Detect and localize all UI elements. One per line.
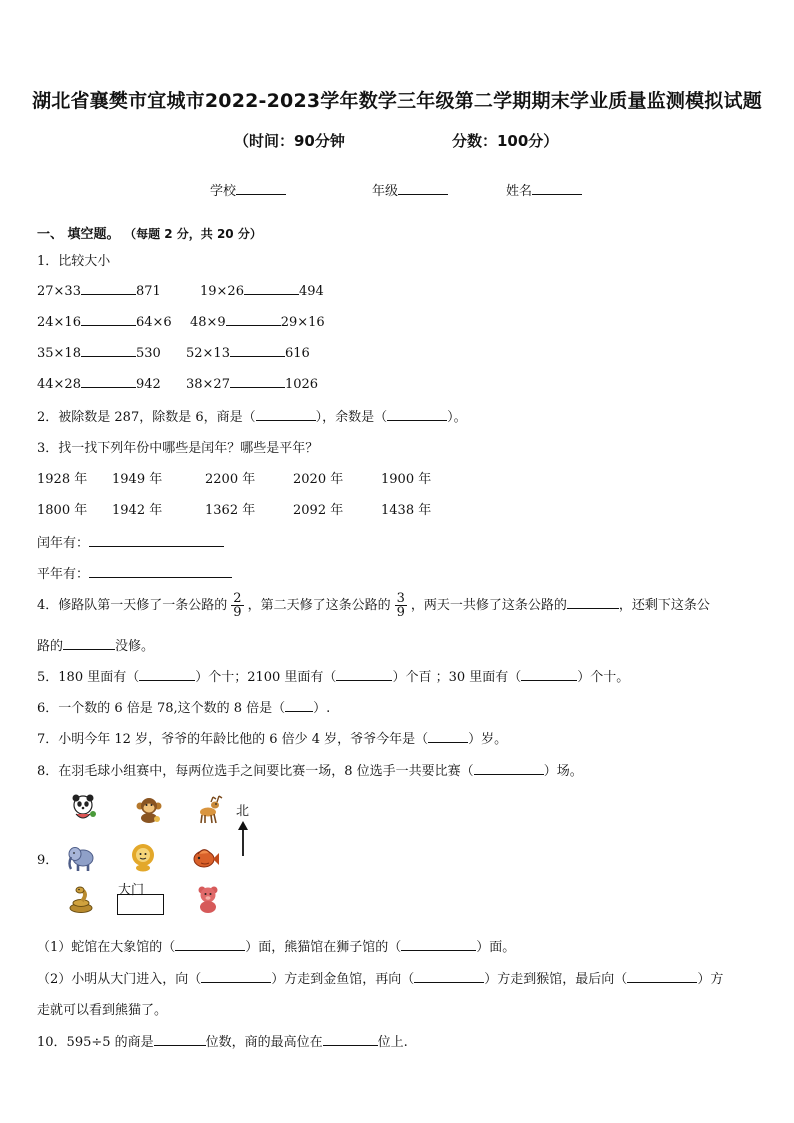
q8-text: ）场。 (543, 764, 583, 779)
bear-icon (193, 884, 223, 914)
q1-row-1b (200, 282, 324, 299)
q1-expr: 494 (298, 284, 324, 299)
numerator: 3 (396, 591, 405, 606)
answer-blank[interactable] (154, 1033, 206, 1046)
q10-text: 位数，商的最高位在 (205, 1035, 323, 1050)
answer-blank[interactable] (401, 938, 476, 951)
school-label: 学校 (210, 184, 237, 199)
q9-text: ）面。 (476, 940, 516, 955)
leap-years-line (37, 532, 224, 551)
year: 1438 年 (381, 503, 432, 518)
q1-expr: 35×18 (37, 346, 81, 361)
q10-text: 10．595÷5 的商是 (37, 1035, 154, 1050)
q1-row-2b (190, 313, 325, 330)
q2-text: 2．被除数是 287，除数是 6，商是（ (37, 410, 256, 425)
answer-blank[interactable] (81, 375, 136, 388)
answer-blank[interactable] (89, 565, 232, 578)
year: 1949 年 (112, 472, 163, 487)
q1-expr: 27×33 (37, 284, 81, 299)
q2-text: ），余数是（ (315, 410, 388, 425)
fraction (395, 592, 407, 619)
q1-row-2 (37, 313, 172, 330)
q5 (37, 666, 629, 685)
common-label: 平年有： (37, 567, 90, 582)
q9-text: ）方走到猴馆，最后向（ (484, 972, 628, 987)
name-label: 姓名 (506, 184, 533, 199)
answer-blank[interactable] (323, 1033, 378, 1046)
answer-blank[interactable] (81, 313, 136, 326)
q10 (37, 1031, 408, 1050)
year: 1362 年 (205, 503, 256, 518)
answer-blank[interactable] (428, 730, 468, 743)
deer-icon (195, 794, 225, 824)
answer-blank[interactable] (521, 668, 577, 681)
q8 (37, 760, 583, 779)
q7-text: ）岁。 (468, 732, 508, 747)
q1-expr: 44×28 (37, 377, 81, 392)
q4-text: 路的 (37, 639, 64, 654)
q1-expr: 64×6 (135, 315, 172, 330)
answer-blank[interactable] (175, 938, 245, 951)
answer-blank[interactable] (139, 668, 195, 681)
answer-blank[interactable] (285, 699, 313, 712)
grade-blank[interactable] (398, 182, 448, 195)
answer-blank[interactable] (244, 282, 299, 295)
year: 1900 年 (381, 472, 432, 487)
school-blank[interactable] (236, 182, 286, 195)
answer-blank[interactable] (474, 762, 544, 775)
q1-expr: 616 (284, 346, 310, 361)
q1-row-4 (37, 375, 161, 392)
q4-line-1 (37, 592, 710, 619)
q9-text: （2）小明从大门进入，向（ (37, 972, 202, 987)
answer-blank[interactable] (256, 408, 316, 421)
q1-expr: 48×9 (190, 315, 226, 330)
answer-blank[interactable] (89, 534, 224, 547)
answer-blank[interactable] (336, 668, 392, 681)
q6-text: ）. (313, 701, 331, 716)
answer-blank[interactable] (627, 970, 697, 983)
q4-text: ，两天一共修了这条公路的 (410, 598, 567, 613)
name-blank[interactable] (532, 182, 582, 195)
grade-field[interactable] (372, 180, 448, 199)
answer-blank[interactable] (230, 375, 285, 388)
q1-stem: 1．比较大小 (37, 254, 111, 269)
north-label: 北 (236, 804, 250, 819)
q4-text: 没修。 (115, 639, 155, 654)
page-title: 湖北省襄樊市宜城市2022-2023学年数学三年级第二学期期末学业质量监测模拟试题 (32, 90, 762, 112)
q4-text: ，还剩下这条公 (618, 598, 710, 613)
q1-expr: 871 (135, 284, 161, 299)
panda-icon (68, 792, 98, 822)
grade-label: 年级 (372, 184, 399, 199)
gate-label: 大门 (118, 883, 145, 898)
q1-expr: 19×26 (200, 284, 244, 299)
q1-row-4b (186, 375, 318, 392)
q9-text: （1）蛇馆在大象馆的（ (37, 940, 176, 955)
denominator: 9 (396, 605, 405, 620)
lion-icon (128, 842, 158, 872)
year: 2092 年 (293, 503, 344, 518)
elephant-icon (66, 842, 96, 872)
monkey-icon (134, 794, 164, 824)
q9-text: ）方走到金鱼馆，再向（ (271, 972, 415, 987)
score-label: 分数：100分） (452, 132, 559, 150)
section-heading (37, 223, 262, 242)
answer-blank[interactable] (81, 282, 136, 295)
q1-row-3b (186, 344, 310, 361)
year: 2020 年 (293, 472, 344, 487)
section-note: （每题 2 分，共 20 分） (124, 227, 262, 241)
fraction (231, 592, 243, 619)
year: 1942 年 (112, 503, 163, 518)
answer-blank[interactable] (414, 970, 484, 983)
q1-expr: 38×27 (186, 377, 230, 392)
time-label: （时间：90分钟 (234, 132, 345, 150)
q1-expr: 530 (135, 346, 161, 361)
q9-part-1 (37, 936, 515, 955)
q9-text: ）面，熊猫馆在狮子馆的（ (245, 940, 402, 955)
q4-text: ，第二天修了这条公路的 (247, 598, 391, 613)
q9-text: ）方 (697, 972, 724, 987)
q9-part-2-cont: 走就可以看到熊猫了。 (37, 1003, 168, 1018)
q1-row-3 (37, 344, 161, 361)
q3-stem: 3．找一找下列年份中哪些是闰年？哪些是平年？ (37, 441, 319, 456)
common-years-line (37, 563, 232, 582)
answer-blank[interactable] (387, 408, 447, 421)
year: 1928 年 (37, 472, 88, 487)
goldfish-icon (190, 842, 220, 872)
leap-label: 闰年有： (37, 536, 90, 551)
q7 (37, 728, 507, 747)
answer-blank[interactable] (63, 637, 115, 650)
q8-text: 8．在羽毛球小组赛中，每两位选手之间要比赛一场，8 位选手一共要比赛（ (37, 764, 474, 779)
name-field[interactable] (506, 180, 582, 199)
q10-text: 位上. (377, 1035, 408, 1050)
q9-number: 9． (37, 853, 59, 868)
q1-expr: 52×13 (186, 346, 230, 361)
answer-blank[interactable] (201, 970, 271, 983)
q5-text: 5．180 里面有（ (37, 670, 140, 685)
q1-row-1 (37, 282, 161, 299)
q6 (37, 697, 330, 716)
q9-part-2 (37, 968, 723, 987)
q1-expr: 24×16 (37, 315, 81, 330)
answer-blank[interactable] (567, 596, 619, 609)
q1-expr: 1026 (284, 377, 319, 392)
section-title: 一、 填空题。 (37, 227, 120, 242)
denominator: 9 (233, 605, 242, 620)
answer-blank[interactable] (230, 344, 285, 357)
answer-blank[interactable] (81, 344, 136, 357)
q7-text: 7．小明今年 12 岁，爷爷的年龄比他的 6 倍少 4 岁，爷爷今年是（ (37, 732, 429, 747)
answer-blank[interactable] (226, 313, 281, 326)
snake-icon (66, 884, 96, 914)
numerator: 2 (233, 591, 242, 606)
q1-expr: 942 (135, 377, 161, 392)
q5-text: ）个十；2100 里面有（ (195, 670, 337, 685)
q4-text: 4．修路队第一天修了一条公路的 (37, 598, 228, 613)
q4-line-2 (37, 635, 154, 654)
school-field[interactable] (210, 180, 286, 199)
year: 2200 年 (205, 472, 256, 487)
q5-text: ）个十。 (577, 670, 630, 685)
q5-text: ）个百 ；30 里面有（ (392, 670, 522, 685)
q6-text: 6．一个数的 6 倍是 78,这个数的 8 倍是（ (37, 701, 286, 716)
q2 (37, 406, 467, 425)
q1-expr: 29×16 (280, 315, 325, 330)
q2-text: ）。 (447, 410, 467, 425)
year: 1800 年 (37, 503, 88, 518)
gate-box (117, 894, 164, 915)
north-arrow-icon (236, 820, 250, 858)
